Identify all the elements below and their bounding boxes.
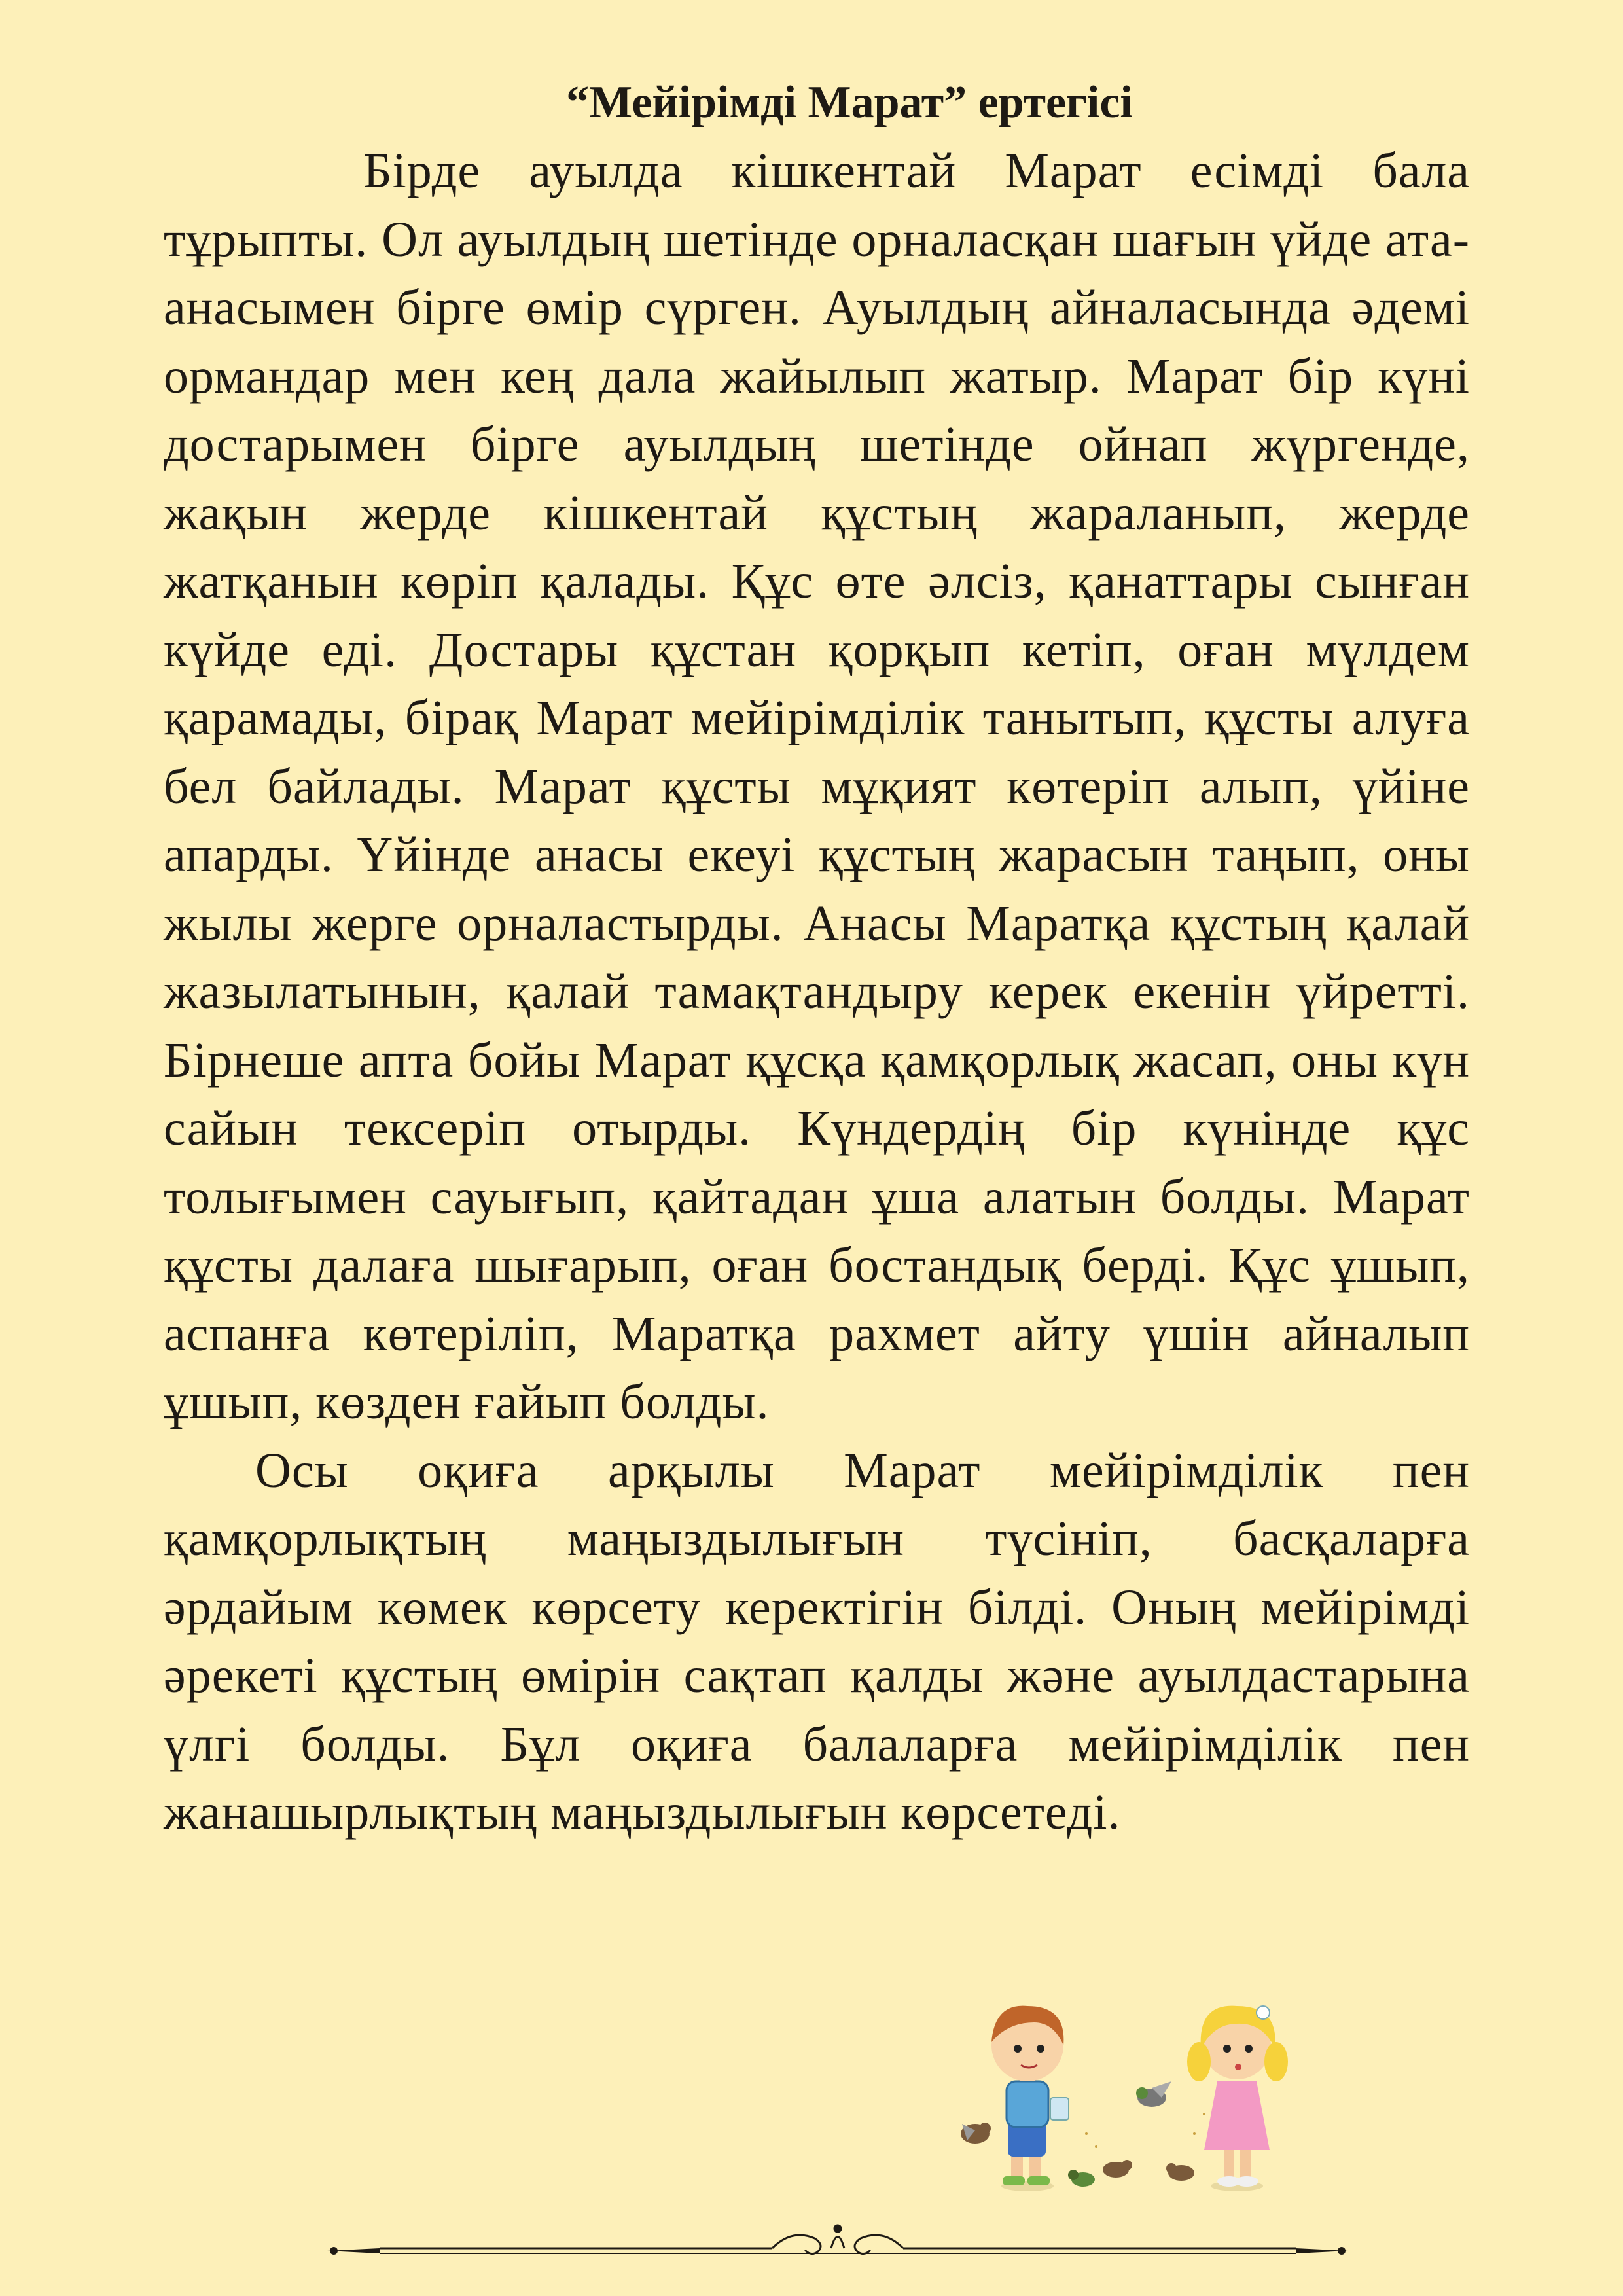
paragraph-1: Бірде ауылда кішкентай Марат есімді бала тұрыпты. Ол ауылдың шетінде орналасқан шағын үйде ата-анасымен бірге өмір сүрген. Ауылдың айналасында әдемі ормандар мен кең дала жайылып жатыр. Марат бір күні достарымен бірге ауылдың шетінде ойнап жүргенде, жақын жерде кішкентай құстың жараланып, жерде жатқанын көріп қалады. Құс өте әлсіз, қанаттары сынған күйде еді. Достары құстан қорқып кетіп, оған мүлдем қарамады, бірақ Марат мейірімділік танытып, құсты алуға бел байлады. Марат құсты мұқият көтеріп алып, үйіне апарды. Үйінде анасы екеуі құстың жарасын таңып, оны жылы жерге орналастырды. Анасы Маратқа құстың қалай жазылатынын, қалай тамақтандыру керек екенін үйретті. Бірнеше апта бойы Марат құсқа қамқорлық жасап, оны күн сайын тексеріп отырды. Күндердің бір күнінде құс толығымен сауығып, қайтадан ұша алатын болды. Марат құсты далаға шығарып, оған бостандық берді. Құс ұшып, аспанға көтеріліп, Маратқа рахмет айту үшін айналып ұшып, көзден ғайып болды. [164, 143, 1470, 1429]
decorative-divider-ornament [314, 2219, 1361, 2265]
paragraph-2: Осы оқиға арқылы Марат мейірімділік пен қамқорлықтың маңыздылығын түсініп, басқаларға әрдайым көмек көрсету керектігін білді. Оның мейірімді әрекеті құстың өмірін сақтап қалды және ауылдастарына үлгі болды. Бұл оқиға балаларға мейірімділік пен жанашырлықтың маңыздылығын көрсетеді. [164, 1443, 1470, 1840]
bird-2 [1136, 2081, 1171, 2107]
page-title: “Мейірімді Марат” ертегісі [566, 77, 1133, 128]
birds [961, 2081, 1205, 2187]
bird-4 [1068, 2170, 1095, 2187]
bird-5 [1166, 2163, 1194, 2181]
bird-3 [1103, 2160, 1132, 2178]
children-feeding-birds-illustration [955, 1983, 1361, 2199]
bird-1 [961, 2123, 991, 2144]
boy-figure [991, 2006, 1069, 2191]
document-page [164, 69, 1470, 1847]
girl-figure [1187, 2006, 1288, 2191]
